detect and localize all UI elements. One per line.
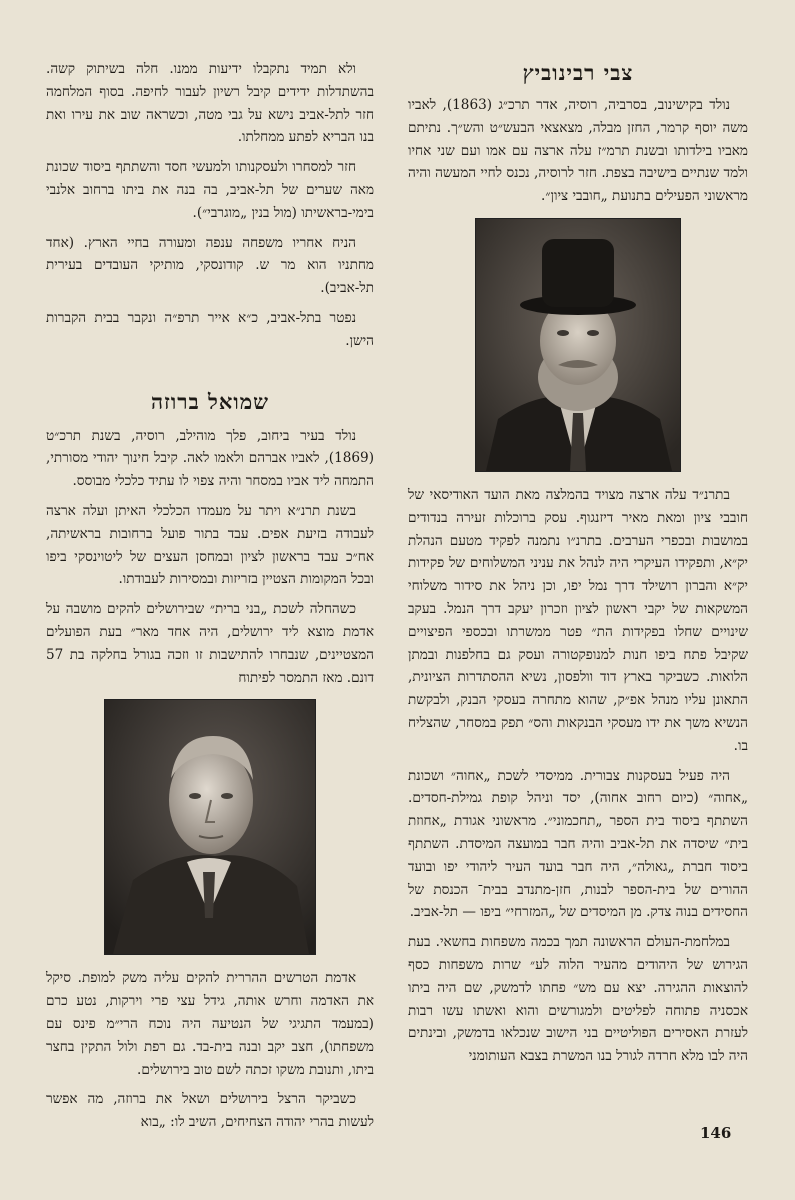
- paragraph: ולא תמיד נתקבלו ידיעות ממנו. חלה בשיתוק קשה. בהשתדלות ידידים קיבל רשיון לעבור לחיפה. בסוף המלחמה חזר לתל-אביב נישא על גבי מטה, וכשראה שוב את עירו ואת בנו הבריא לפתע ממחלתו.: [46, 61, 374, 146]
- paragraph: כשביקר הרצל בירושלים ושאל את ברוזה, מה אפשר לעשות בהרי יהודה הצחיחים, השיב לו: „בוא: [46, 1091, 374, 1131]
- portrait-photo-broza: [104, 699, 316, 955]
- paragraph: בשנת תרנ״א ויתר על מעמדו הכלכלי האיתן ועלה ארצה לעבודה בזיעת אפים. עבד בתור פועל ברחובות בראשיתה, אח״כ עבד בראשון לציון ובמחסן העצים של ליטוינסקי ביפו ובכל המקומות הצטיין בזריזות ובמסירות לעבודתו.: [46, 502, 374, 588]
- paragraph: נולד בעיר ביחוב, פלך מוהילב, רוסיה, בשנת תרכ״ט (1869), לאביו אברהם ולאמו לאה. קיבל חינוך יהודי מסורתי, התמחה ליד אביו במסחר והיה צפוי לו עתיד כלכלי מבוסס.: [46, 427, 374, 490]
- paragraph: הניח אחריו משפחה ענפה ומעורה בחיי הארץ. (אחד מחתניו הוא מר ש. קודונסקי, מותיקי העובדים בעירית תל-אביב).: [46, 234, 374, 297]
- paragraph: כשהחלה לשכת „בני ברית״ שבירושלים להקים מושבה על אדמת מוצא ליד ירושלים, היה אחד מאר״ בעת הפועלים המצטיינים, שנבחרו להתישבות זו וזכה בגורל בחלקה בת 57 דונם. מאז התמסר לפיתוח: [46, 601, 374, 686]
- paragraph: חזר למסחרו ולעסקנותו ולמעשי חסד והשתתף ביסוד שכונת מאה שערים של תל-אביב, בה בנה את ביתו ברחוב אלנבי בימי-בראשיתו (מול בנין „מוגרבי״).: [46, 159, 374, 221]
- biography-title-broza: שמואל ברוזה: [150, 388, 270, 414]
- paragraph: אדמת הטרשים ההררית להקים עליה משק למופת. סיקל את האדמה וחרש אותה, גידל עצי פרי וירקות, נטע כרם (במעמד התגיגי של הנטיעה היה נוכח הרי״מ פינס עם משפחתו), חצב יקב ובנה בית-בד. גם רפת ולול התקין בחצר ביתו, ותנובת משקו זכתה לשם טוב בירושלים.: [46, 970, 374, 1078]
- left-column: [46, 58, 374, 1141]
- portrait-broza-image: [105, 700, 315, 954]
- biography-title-rabinovich: צבי רבינוביץ: [522, 60, 634, 85]
- paragraph: במלחמת-העולם הראשונה תמך בכמה משפחות בחשאי. בעת הגירוש של היהודים מהעיר הלוה לע״ שרות משפחות כסף להוצאות ההגירה. יצא עם מש״ פחתו לדמשק, שם היה ביתו אכסניה פתוחה לפליטים ולמגורשים והוא ואשתו עשו רבות לעזרת האסירים הפוליטיים בני הישוב שנכלאו בדמשק, ובינתים היה לבו מלא חרדה לגורל בנו המשרת בצבא העותומני: [408, 934, 748, 1065]
- right-column: [408, 58, 748, 1075]
- paragraph: היה פעיל בעסקנות צבורית. ממיסדי לשכת „אחוה״ ושכונת „אחוה״ (כיום רחוב אחוה), יסד וניהל קופת גמילת-חסדים. השתתף ביסוד בית הספר „תחכמוני״. מראשוני אגודת „אחוזת בית״ שיסדה את תל-אביב והיה חבר במועצה המיסדת. השתתף ביסוד חברת „גאולה״, היה חבר בועד העיר ליהודי יפו ובועד ההורים של בית-הספר לבנות, חזן-מתנדב בבית־ הכנסת של החסידים בנוה צדק. מן המיסדים של „המזרחי״ ביפו — תל-אביב.: [408, 767, 748, 921]
- portrait-photo-rabinovich: [475, 218, 681, 472]
- page-number: 146: [700, 1124, 732, 1142]
- portrait-rabinovich-image: [476, 219, 680, 471]
- paragraph: נולד בקישינוב, בסרביה, רוסיה, אדר תרכ״ג (1863), לאביו משה יוסף קרמר, החזן מבלה, מצאצאי הבעש״ט והש״ך. נתיתם מאביו בילדותו ובשנת תרמ״ז עלה ארצה עם אמו ועם שני אחיו ולמד שנתיים בישיבה בצפת. חזר לרוסיה, נכנס לחיי המעשה והיה מראשוני הפעילים בתנועת „חובבי ציון״.: [408, 97, 748, 205]
- paragraph: בתרנ״ד עלה ארצה מצויד בהמלצה מאת הועד האודיסאי של חובבי ציון ומאת מאיר דיזנגוף. עסק ברוכלות זעירה בנדודים במושבות ובכפרי הערבים. בתרנ״ו נתמנה לפקיד מטעם הנהלת יק״א, ותפקידו העיקרי היה לנהל את עניני המשלוחים של פקידות יק״א והברון רושילד דרך נמל יפו, וכן ניהל את סידור משלוחי המשקאות של יקבי ראשון לציון וזכרון יעקב דרך הנמל. בעקב שינויים שחלו בפקידות הת״ פטר ממשרתו ובכספי הפיצויים שקיבל פתח ביפו חנות למנופקטורה ועסק גם בחלפנות ובמתן הלואות. כשביקר בארץ דוד וולפסון, נשיא ההסתדרות הציונית, התאונן עליו מנהל אפ״ק, שהוא מתחרה בעסקי הבנק, ולבקשת הנשיא משך את ידו מעסקי הבנקאות והס״ תפק במסחר, שהצליח בו.: [408, 486, 748, 754]
- paragraph: נפטר בתל-אביב, כ״א אייר תרפ״ה ונקבר בבית הקברות הישן.: [46, 309, 374, 349]
